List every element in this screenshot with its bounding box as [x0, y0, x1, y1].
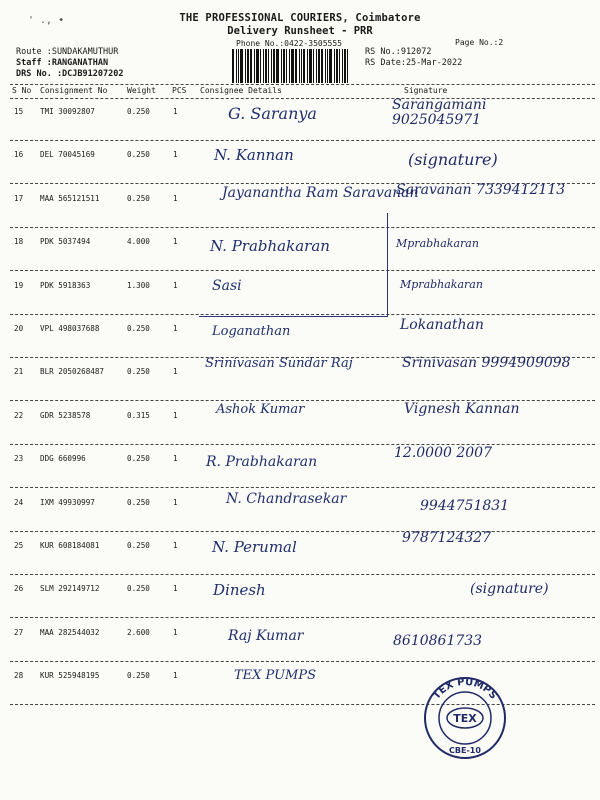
row-consignee: TEX PUMPS: [234, 668, 316, 684]
barcode-bar: [309, 49, 312, 83]
row-weight: 0.250: [127, 671, 150, 681]
company-stamp: [415, 670, 515, 770]
row-sno: 21: [14, 367, 24, 377]
row-separator: [10, 617, 595, 618]
barcode-bar: [325, 49, 326, 83]
row-separator: [10, 661, 595, 662]
row-pcs: 1: [173, 584, 178, 594]
barcode-bar: [271, 49, 272, 83]
row-weight: 2.600: [127, 627, 150, 637]
barcode-bar: [289, 49, 290, 83]
row-weight: 0.250: [127, 324, 150, 333]
row-sno: 27: [14, 627, 24, 637]
page-number: Page No.:2: [455, 38, 504, 47]
rs-info: [365, 47, 462, 68]
row-consignment: MAA 565121511: [40, 193, 100, 203]
barcode-bar: [238, 49, 239, 83]
barcode-bar: [313, 49, 314, 83]
row-separator: [10, 574, 595, 575]
barcode-bar: [286, 49, 287, 83]
barcode-bar: [260, 49, 261, 83]
row-sno: 23: [14, 454, 24, 464]
row-signature: 9787124327: [402, 530, 492, 546]
row-consignee: Sasi: [212, 277, 242, 294]
row-consignee: R. Prabhakaran: [206, 454, 318, 471]
scan-marks: ' ., •: [28, 15, 65, 26]
barcode-bar: [254, 49, 255, 83]
barcode-bar: [250, 49, 252, 83]
row-pcs: 1: [173, 627, 178, 637]
barcode-bar: [316, 49, 317, 83]
row-consignee: Srinivasan Sundar Raj: [205, 356, 353, 372]
table-row: [0, 530, 600, 576]
row-weight: 0.250: [127, 541, 150, 550]
col-pcs: PCS: [172, 86, 187, 95]
row-consignment: TMI 30092807: [40, 107, 95, 116]
row-signature: 9944751831: [420, 497, 510, 514]
barcode-bar: [339, 49, 340, 83]
table-row: [0, 579, 600, 619]
barcode-bar: [236, 49, 237, 83]
header-top-rule: [10, 84, 595, 85]
row-sno: 26: [14, 584, 24, 594]
row-signature: 12.0000 2007: [394, 445, 492, 462]
col-signature: Signature: [404, 86, 448, 95]
row-weight: 4.000: [127, 237, 150, 247]
row-consignee: Jayanantha Ram Saravanan: [222, 184, 419, 201]
barcode-bar: [299, 49, 300, 83]
row-sno: 22: [14, 410, 24, 420]
barcode-bar: [232, 49, 234, 83]
table-row: [0, 400, 600, 446]
row-consignment: PDK 5918363: [40, 280, 91, 290]
row-weight: 0.250: [127, 497, 150, 507]
row-sno: 16: [14, 150, 24, 160]
route-info: [16, 47, 123, 80]
row-separator: [10, 444, 595, 445]
row-pcs: 1: [173, 324, 178, 333]
table-row: [0, 97, 600, 142]
ink-bracket: [199, 213, 388, 317]
row-weight: 0.250: [127, 367, 150, 377]
row-weight: 0.250: [127, 454, 150, 464]
barcode-bar: [344, 49, 346, 83]
row-consignee: Loganathan: [212, 324, 291, 339]
stamp-top-text: TEX PUMPS: [431, 676, 499, 702]
table-row: [0, 445, 600, 489]
row-pcs: 1: [173, 150, 178, 160]
staff-label: Staff :RANGANATHAN: [16, 58, 109, 68]
row-consignee: Dinesh: [213, 581, 266, 600]
row-signature: Vignesh Kannan: [404, 400, 520, 417]
phone-number: Phone No.:0422-3505555: [236, 39, 342, 48]
row-consignment: BLR 2050268487: [40, 367, 105, 377]
barcode-bar: [295, 49, 297, 83]
row-consignment: VPL 498037688: [40, 324, 100, 333]
row-pcs: 1: [173, 671, 178, 681]
row-weight: 0.250: [127, 150, 150, 160]
row-consignment: MAA 282544032: [40, 627, 100, 637]
route-label: Route :SUNDAKAMUTHUR: [16, 47, 119, 57]
row-consignee: G. Saranya: [228, 104, 317, 123]
stamp-center-text: TEX: [453, 712, 477, 725]
row-weight: 0.250: [127, 584, 150, 594]
row-signature: Sarangamani 9025045971: [392, 97, 487, 128]
row-signature: Saravanan 7339412113: [396, 181, 566, 198]
row-signature: Mprabhakaran: [400, 277, 483, 291]
barcode-bar: [268, 49, 269, 83]
table-row: [0, 623, 600, 663]
barcode-bar: [334, 49, 335, 83]
barcode-bar: [283, 49, 285, 83]
svg-text:TEX PUMPS: [431, 677, 499, 702]
row-signature: (signature): [408, 150, 498, 170]
table-row: [0, 145, 600, 185]
stamp-bottom-text: CBE-10: [449, 746, 481, 755]
row-pcs: 1: [173, 541, 178, 550]
row-sno: 15: [14, 107, 24, 116]
barcode-bar: [327, 49, 328, 83]
stamp-seal: [415, 670, 515, 770]
col-consignment: Consignment No: [40, 86, 108, 95]
barcode-bar: [281, 49, 282, 83]
row-signature: (signature): [470, 581, 549, 598]
row-consignee: N. Kannan: [214, 146, 294, 165]
row-consignment: DEL 70045169: [40, 150, 95, 160]
col-consignee: Consignee Details: [200, 86, 282, 95]
barcode-bar: [291, 49, 294, 83]
col-weight: Weight: [127, 86, 156, 95]
row-consignment: SLM 292149712: [40, 584, 100, 594]
barcode-bar: [265, 49, 267, 83]
row-pcs: 1: [173, 280, 178, 290]
barcode-bar: [347, 49, 348, 83]
row-pcs: 1: [173, 454, 178, 464]
row-sno: 24: [14, 497, 24, 507]
row-consignment: KUR 608184081: [40, 541, 100, 550]
row-signature: Lokanathan: [400, 317, 484, 333]
row-consignment: PDK 5037494: [40, 237, 91, 247]
rs-number: RS No.:912072: [365, 47, 432, 57]
row-consignee: Ashok Kumar: [216, 401, 305, 417]
row-signature: Srinivasan 9994909098: [402, 355, 571, 372]
row-weight: 0.250: [127, 193, 150, 203]
row-signature: 8610861733: [393, 632, 483, 649]
row-pcs: 1: [173, 237, 178, 247]
barcode-bar: [256, 49, 259, 83]
barcode-bar: [303, 49, 305, 83]
row-pcs: 1: [173, 193, 178, 203]
barcode-bar: [307, 49, 308, 83]
row-consignment: IXM 49930997: [40, 497, 95, 507]
barcode-bar: [263, 49, 264, 83]
row-consignment: KUR 525948195: [40, 671, 100, 681]
row-weight: 0.250: [127, 107, 150, 116]
row-consignment: GDR 5238578: [40, 410, 91, 420]
row-weight: 0.315: [127, 410, 150, 420]
row-sno: 28: [14, 671, 24, 681]
row-sno: 20: [14, 324, 24, 333]
drs-label: DRS No. :DCJB91207202: [16, 69, 124, 79]
barcode-bar: [329, 49, 332, 83]
barcode-bar: [240, 49, 243, 83]
row-weight: 1.300: [127, 280, 150, 290]
barcode-bar: [245, 49, 246, 83]
row-consignee: Raj Kumar: [228, 627, 304, 644]
rs-date: RS Date:25-Mar-2022: [365, 57, 463, 68]
barcode-bar: [276, 49, 279, 83]
company-title: THE PROFESSIONAL COURIERS, Coimbatore: [179, 12, 421, 24]
row-pcs: 1: [173, 107, 178, 116]
row-pcs: 1: [173, 497, 178, 507]
col-sno: S No: [12, 86, 32, 95]
runsheet-subtitle: Delivery Runsheet - PRR: [227, 25, 373, 37]
row-consignment: DDG 660996: [40, 454, 86, 464]
barcode: [232, 49, 352, 83]
row-separator: [10, 531, 595, 532]
row-sno: 17: [14, 193, 24, 203]
row-separator: [10, 140, 595, 141]
row-consignee: N. Perumal: [212, 538, 297, 556]
barcode-bar: [301, 49, 302, 83]
barcode-bar: [321, 49, 323, 83]
barcode-bar: [273, 49, 275, 83]
row-consignee: N. Prabhakaran: [210, 237, 330, 256]
table-row: [0, 319, 600, 359]
row-sno: 18: [14, 237, 24, 247]
row-sno: 25: [14, 541, 24, 550]
barcode-bar: [342, 49, 343, 83]
table-row: [0, 490, 600, 533]
row-pcs: 1: [173, 367, 178, 377]
row-consignee: N. Chandrasekar: [226, 490, 347, 507]
row-signature: Mprabhakaran: [396, 237, 479, 251]
table-row: [0, 355, 600, 402]
row-separator: [10, 487, 595, 488]
barcode-bar: [318, 49, 320, 83]
barcode-bar: [336, 49, 338, 83]
barcode-bar: [247, 49, 249, 83]
row-sno: 19: [14, 280, 24, 290]
row-pcs: 1: [173, 410, 178, 420]
